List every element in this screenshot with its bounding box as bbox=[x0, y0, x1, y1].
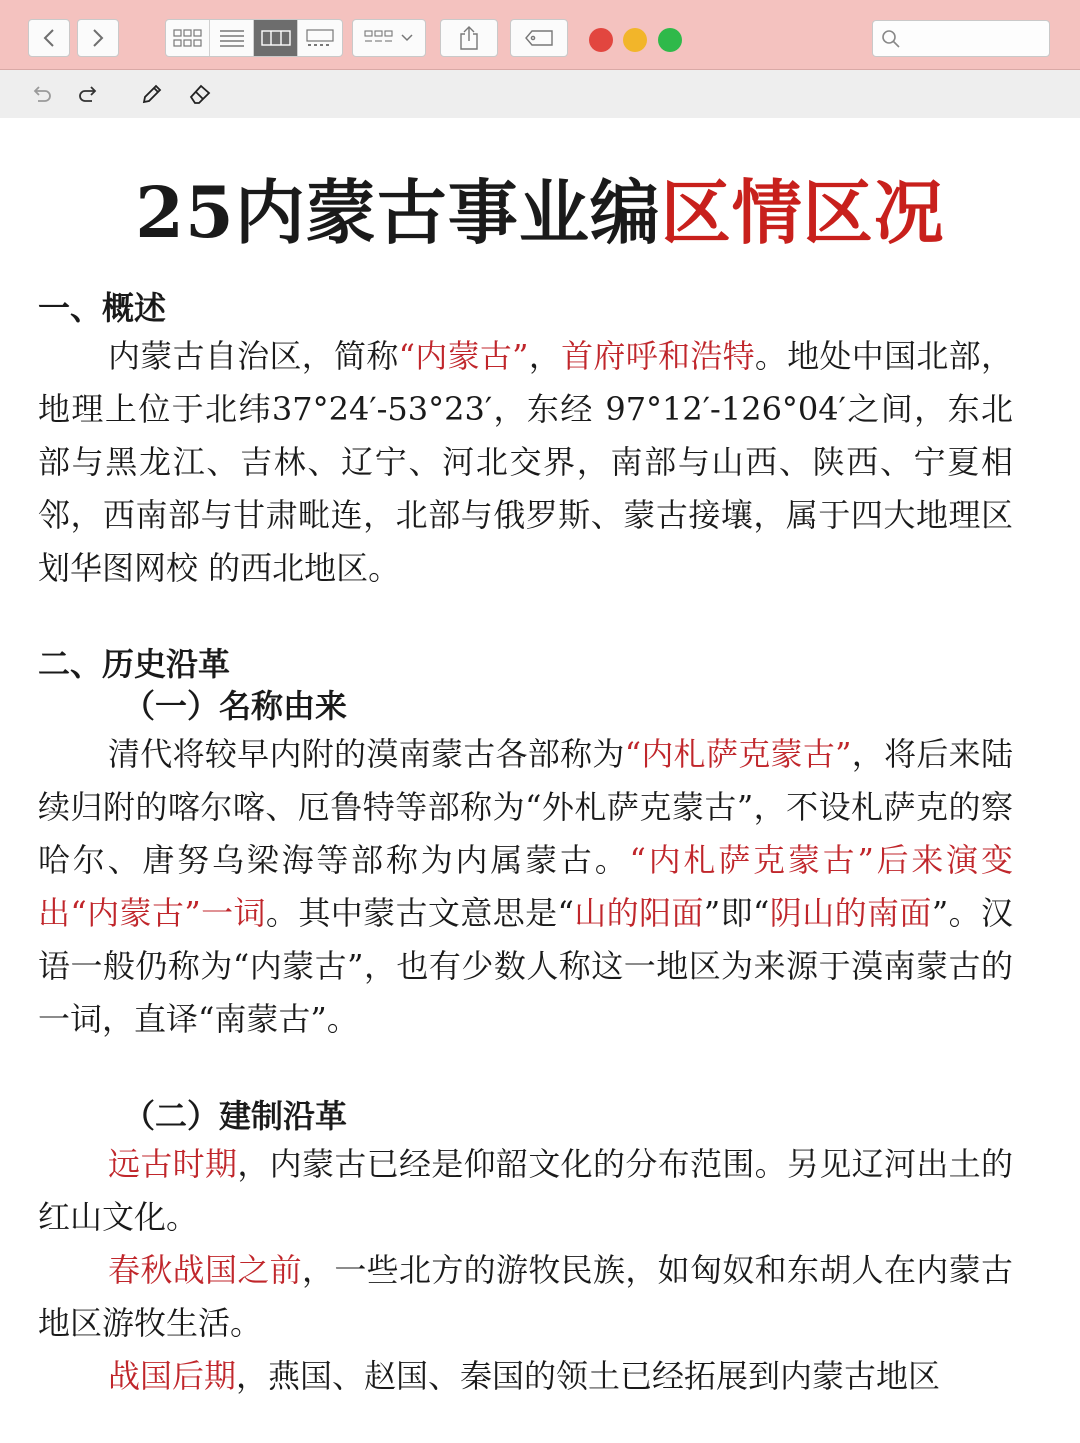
chevron-right-icon bbox=[91, 28, 105, 48]
document-title bbox=[38, 170, 1042, 256]
undo-button[interactable] bbox=[30, 82, 54, 106]
window-toolbar bbox=[0, 0, 1080, 70]
history-item-2: 春秋战国之前，一些北方的游牧民族，如匈奴和东胡人在内蒙古地区游牧生活。 bbox=[38, 1251, 1013, 1342]
name-origin-paragraph: 清代将较早内附的漠南蒙古各部称为“内札萨克蒙古”，将后来陆续归附的喀尔喀、厄鲁特等部称为“外札萨克蒙古”，不设札萨克的察哈尔、唐努乌梁海等部称为内属蒙古。“内札萨克蒙古”后来演变出“内蒙古”一词。其中蒙古文意思是“山的阳面”即“阴山的南面”。汉语一般仍称为“内蒙古”，也有少数人称这一地区为来源于漠南蒙古的一词，直译“南蒙古”。 bbox=[38, 735, 1013, 1038]
group-icon bbox=[364, 29, 394, 47]
section-heading-history: 二、历史沿革 bbox=[38, 645, 231, 683]
pencil-icon bbox=[140, 82, 164, 106]
edit-toolbar bbox=[0, 70, 1080, 118]
overview-paragraph: 内蒙古自治区，简称“内蒙古”，首府呼和浩特。地处中国北部，地理上位于北纬37°24′-53°23′，东经 97°12′-126°04′之间，东北部与黑龙江、吉林、辽宁、河北交界，南部与山西、陕西、宁夏相邻，西南部与甘肃毗连，北部与俄罗斯、蒙古接壤，属于四大地理区划华图网校 的西北地区。 bbox=[38, 337, 1013, 587]
tag-button[interactable] bbox=[510, 19, 568, 57]
view-mode-segmented-control bbox=[165, 19, 343, 57]
grid-icon bbox=[173, 29, 203, 47]
subsection-heading-name-origin: （一）名称由来 bbox=[123, 687, 348, 725]
section-heading-overview: 一、概述 bbox=[38, 289, 167, 327]
forward-button[interactable] bbox=[77, 19, 119, 57]
pencil-tool-button[interactable] bbox=[140, 82, 164, 106]
back-button[interactable] bbox=[28, 19, 70, 57]
tag-icon bbox=[524, 29, 554, 47]
yellow-tag-dot[interactable] bbox=[623, 28, 647, 52]
list-icon bbox=[219, 29, 245, 47]
chevron-down-icon bbox=[400, 33, 414, 43]
view-gallery-button[interactable] bbox=[298, 20, 342, 56]
subsection-heading-administrative-history: （二）建制沿革 bbox=[123, 1097, 348, 1135]
view-list-button[interactable] bbox=[210, 20, 254, 56]
title-black-part: 25内蒙古事业编 bbox=[135, 171, 661, 254]
gallery-icon bbox=[305, 29, 335, 47]
eraser-icon bbox=[188, 82, 212, 106]
search-field[interactable] bbox=[872, 20, 1050, 57]
history-item-1: 远古时期，内蒙古已经是仰韶文化的分布范围。另见辽河出土的红山文化。 bbox=[38, 1145, 1013, 1236]
red-tag-dot[interactable] bbox=[589, 28, 613, 52]
history-item-3: 战国后期，燕国、赵国、秦国的领土已经拓展到内蒙古地区 bbox=[108, 1357, 941, 1395]
green-tag-dot[interactable] bbox=[658, 28, 682, 52]
group-by-dropdown[interactable] bbox=[352, 19, 426, 57]
view-icons-button[interactable] bbox=[166, 20, 210, 56]
columns-icon bbox=[261, 29, 291, 47]
chevron-left-icon bbox=[42, 28, 56, 48]
search-input[interactable] bbox=[907, 27, 1043, 51]
title-red-part: 区情区况 bbox=[660, 171, 945, 254]
view-columns-button[interactable] bbox=[254, 20, 298, 56]
undo-icon bbox=[31, 83, 53, 105]
redo-button[interactable] bbox=[76, 82, 100, 106]
redo-icon bbox=[77, 83, 99, 105]
eraser-tool-button[interactable] bbox=[188, 82, 212, 106]
search-icon bbox=[881, 29, 901, 49]
share-icon bbox=[458, 25, 480, 51]
share-button[interactable] bbox=[440, 19, 498, 57]
